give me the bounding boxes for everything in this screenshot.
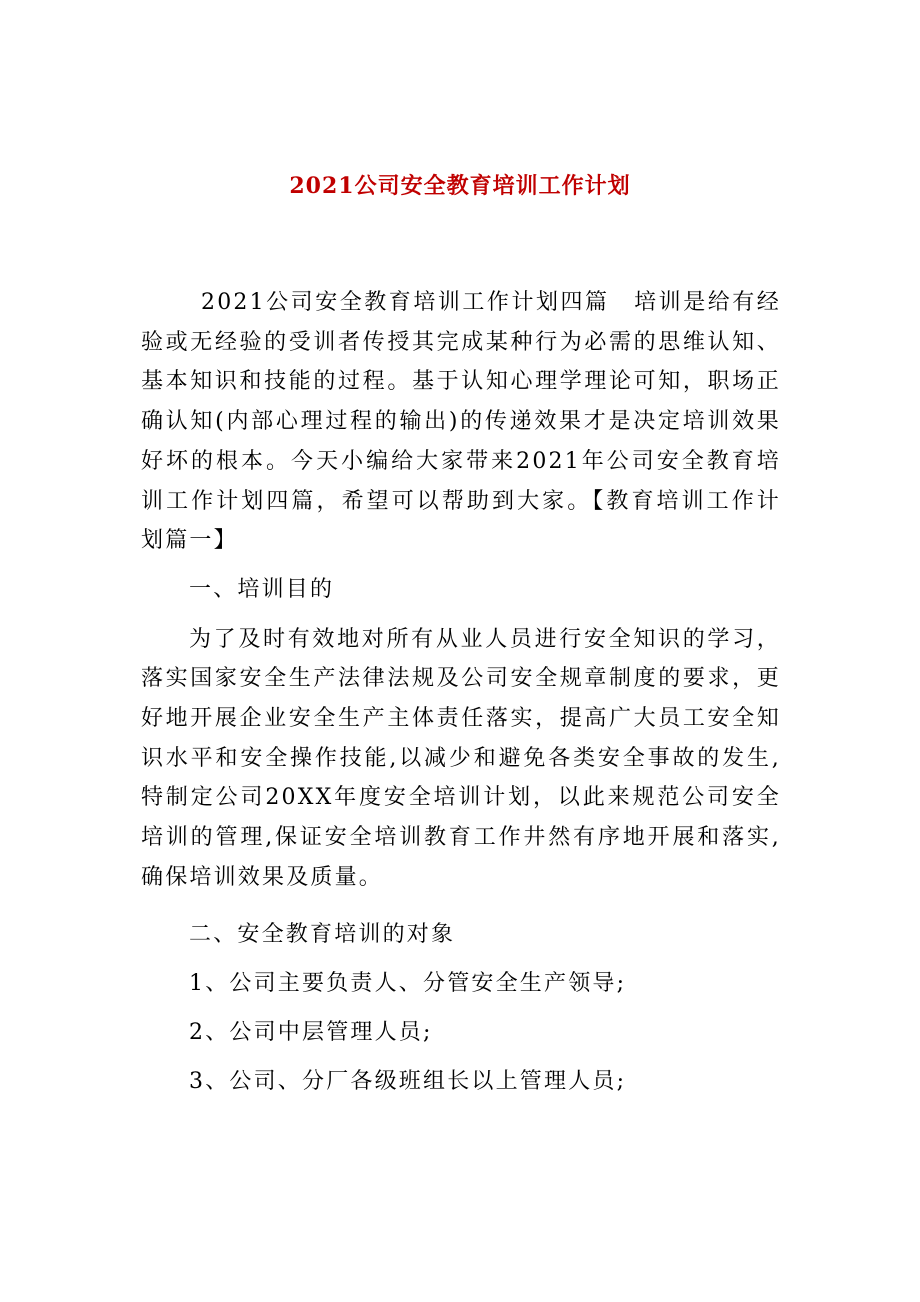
list-item: 2、公司中层管理人员;: [189, 1019, 433, 1045]
purpose-paragraph: 为了及时有效地对所有从业人员进行安全知识的学习，落实国家安全生产法律法规及公司安全规章制度的要求，更好地开展企业安全生产主体责任落实，提高广大员工安全知识水平和安全操作技能,以减少和避免各类安全事故的发生,特制定公司20XX年度安全培训计划，以此来规范公司安全培训的管理,保证安全培训教育工作井然有序地开展和落实,确保培训效果及质量。: [141, 626, 781, 890]
document-title: 2021公司安全教育培训工作计划: [289, 173, 631, 199]
section-heading-targets: 二、安全教育培训的对象: [189, 921, 456, 947]
document-body: [141, 283, 781, 1111]
list-item: 1、公司主要负责人、分管安全生产领导;: [189, 970, 627, 996]
section-heading-purpose: 一、培训目的: [189, 577, 335, 603]
list-item: 3、公司、分厂各级班组长以上管理人员;: [189, 1069, 627, 1095]
intro-paragraph: 2021公司安全教育培训工作计划四篇 培训是给有经验或无经验的受训者传授其完成某种行为必需的思维认知、基本知识和技能的过程。基于认知心理学理论可知，职场正确认知(内部心理过程的输出)的传递效果才是决定培训效果好坏的根本。今天小编给大家带来2021年公司安全教育培训工作计划四篇，希望可以帮助到大家。【教育培训工作计划篇一】: [141, 290, 781, 554]
